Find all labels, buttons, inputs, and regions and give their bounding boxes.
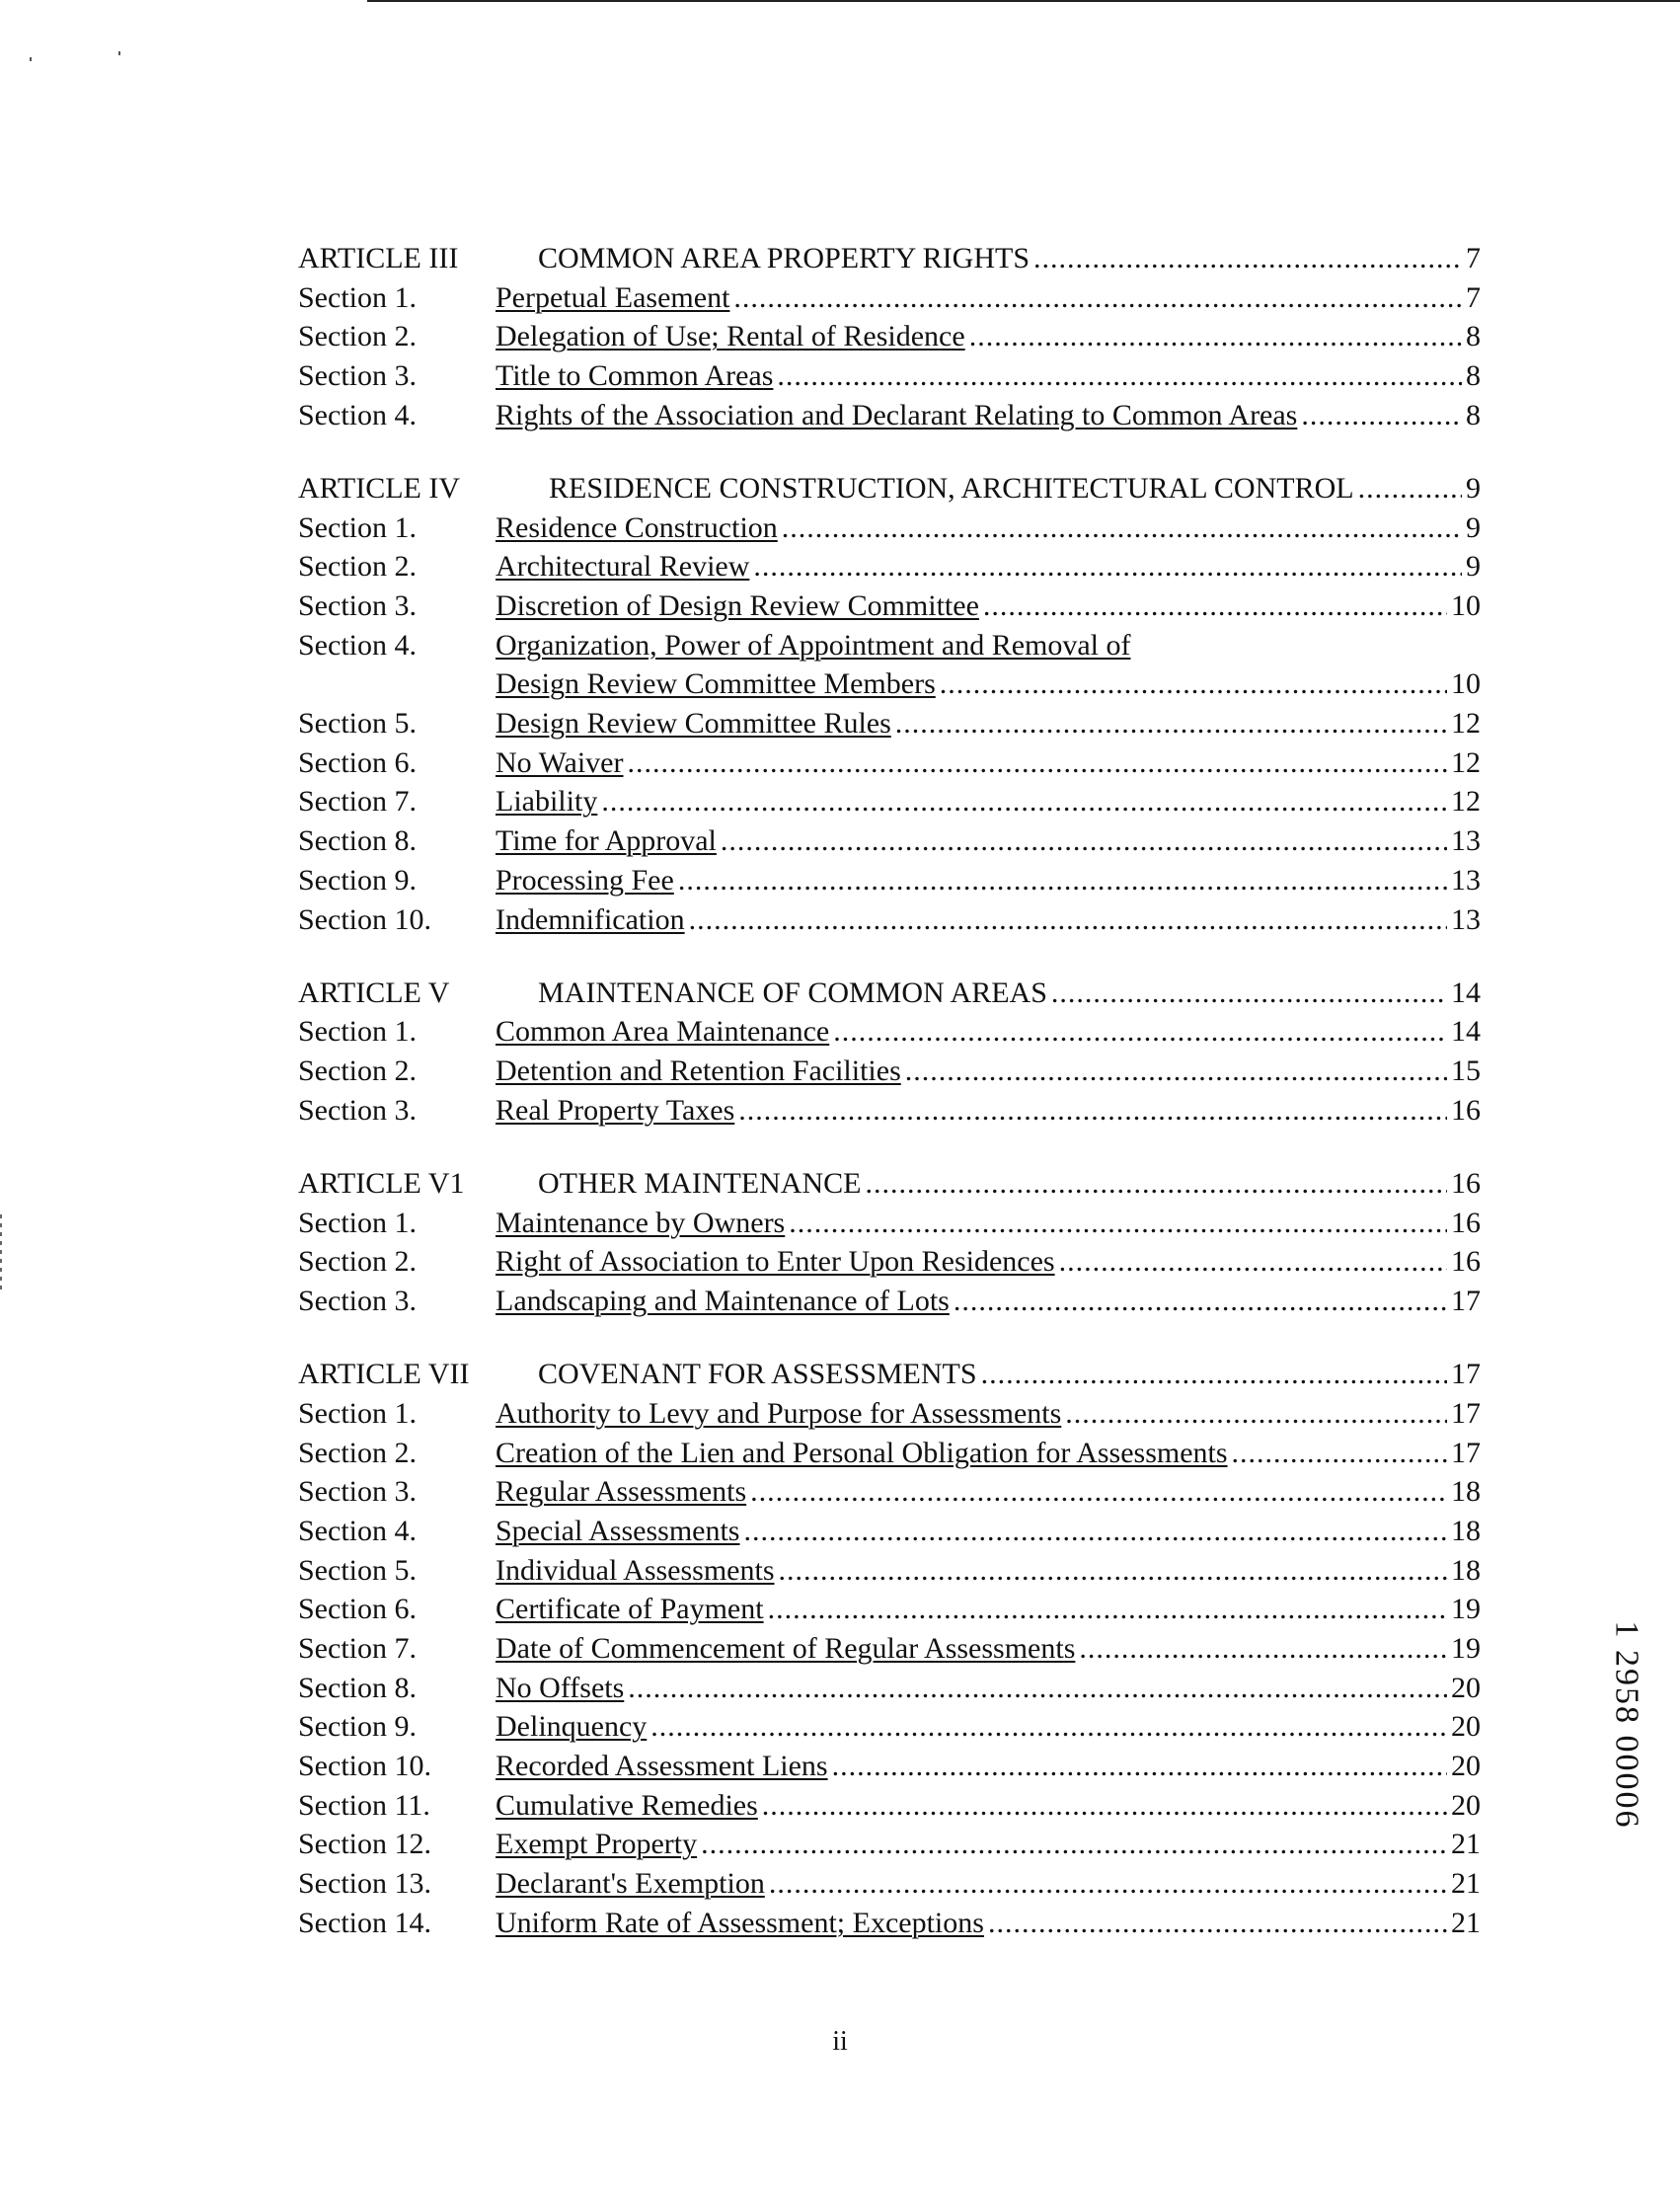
section-label: Section 4.	[298, 628, 417, 662]
section-label: Section 7.	[298, 1632, 417, 1665]
section-title: Uniform Rate of Assessment; Exceptions	[496, 1906, 984, 1939]
section-label: Section 9.	[298, 863, 417, 897]
section-entry	[496, 1012, 1481, 1052]
section-label: Section 4.	[298, 1514, 417, 1547]
section-label: Section 3.	[298, 589, 417, 622]
section-entry	[496, 1747, 1481, 1786]
article-heading	[298, 1164, 1481, 1204]
article-label: ARTICLE VII	[298, 1358, 470, 1391]
section-label: Section 3.	[298, 1475, 417, 1509]
section-entry	[496, 782, 1481, 821]
article-page-number: 7	[1466, 242, 1481, 274]
toc-section-row	[298, 396, 1481, 435]
dot-leader	[1059, 1242, 1447, 1282]
section-label: Section 6.	[298, 1593, 417, 1626]
article-entry	[549, 469, 1481, 508]
section-label: Section 1.	[298, 1015, 417, 1049]
section-entry	[496, 586, 1481, 626]
toc-section-row	[298, 743, 1481, 783]
section-entry	[496, 821, 1481, 861]
section-page-number: 9	[1466, 510, 1481, 544]
toc-section-row	[298, 626, 1481, 665]
section-entry	[496, 1512, 1481, 1551]
dot-leader	[782, 508, 1462, 548]
article-spacer	[298, 434, 1481, 469]
section-title: Design Review Committee Rules	[496, 707, 891, 741]
scan-speck	[118, 51, 120, 55]
section-entry	[496, 1472, 1481, 1512]
section-label: Section 5.	[298, 707, 417, 741]
section-title: Liability	[496, 785, 598, 819]
section-label: Section 4.	[298, 398, 417, 431]
toc-section-row	[298, 1012, 1481, 1052]
toc-section-row	[298, 1512, 1481, 1551]
margin-stamp	[1601, 1592, 1650, 1858]
section-title: Organization, Power of Appointment and Removal of	[496, 628, 1131, 662]
section-label: Section 2.	[298, 1245, 417, 1279]
section-title: Certificate of Payment	[496, 1593, 764, 1626]
margin-stamp-text: 1 2958 00006	[1608, 1620, 1644, 1830]
section-page-number: 17	[1451, 1396, 1481, 1430]
section-page-number: 21	[1451, 1906, 1481, 1939]
section-label: Section 14.	[298, 1906, 431, 1939]
section-title: Maintenance by Owners	[496, 1206, 786, 1239]
section-entry	[496, 1669, 1481, 1708]
section-label: Section 8.	[298, 1671, 417, 1704]
section-entry	[496, 704, 1481, 743]
dot-leader	[833, 1012, 1447, 1052]
section-label: Section 2.	[298, 1436, 417, 1469]
section-title: Processing Fee	[496, 863, 674, 897]
section-title: Cumulative Remedies	[496, 1788, 758, 1822]
section-entry	[496, 1864, 1481, 1904]
section-entry	[496, 743, 1481, 783]
article-heading	[298, 974, 1481, 1013]
dot-leader	[777, 356, 1462, 396]
toc-section-row	[298, 278, 1481, 318]
dot-leader	[988, 1904, 1447, 1943]
dot-leader	[940, 664, 1447, 704]
article-spacer	[298, 1321, 1481, 1356]
article-label: ARTICLE IV	[298, 471, 461, 505]
section-page-number: 16	[1451, 1245, 1481, 1279]
section-entry	[496, 1282, 1481, 1321]
dot-leader	[628, 743, 1448, 783]
section-label: Section 3.	[298, 359, 417, 393]
toc-section-row	[298, 1394, 1481, 1434]
toc-section-row	[298, 1590, 1481, 1629]
section-page-number: 13	[1451, 863, 1481, 897]
section-label: Section 2.	[298, 550, 417, 584]
section-entry	[496, 1434, 1481, 1473]
dot-leader	[762, 1786, 1447, 1826]
dot-leader	[1358, 469, 1462, 508]
toc-section-row	[298, 861, 1481, 900]
page-number: ii	[832, 2026, 848, 2057]
section-title: Date of Commencement of Regular Assessments	[496, 1632, 1076, 1665]
section-label: Section 1.	[298, 1396, 417, 1430]
dot-leader	[1051, 974, 1447, 1013]
section-page-number: 18	[1451, 1475, 1481, 1509]
section-label: Section 9.	[298, 1710, 417, 1744]
section-title: Special Assessments	[496, 1514, 740, 1547]
scan-speck	[30, 57, 32, 61]
toc-section-row	[298, 586, 1481, 626]
article-entry	[538, 239, 1481, 278]
section-page-number: 16	[1451, 1206, 1481, 1239]
section-label: Section 2.	[298, 1054, 417, 1088]
section-title: Creation of the Lien and Personal Obligation for Assessments	[496, 1436, 1228, 1469]
section-title: Detention and Retention Facilities	[496, 1054, 901, 1088]
section-title: Declarant's Exemption	[496, 1867, 765, 1901]
section-page-number: 18	[1451, 1553, 1481, 1587]
section-title: Delinquency	[496, 1710, 648, 1744]
section-label: Section 12.	[298, 1828, 431, 1861]
toc-section-row	[298, 547, 1481, 586]
section-page-number: 20	[1451, 1788, 1481, 1822]
section-title: Rights of the Association and Declarant Relating to Common Areas	[496, 398, 1298, 431]
section-label: Section 2.	[298, 320, 417, 353]
section-page-number: 18	[1451, 1514, 1481, 1547]
scan-margin-marks	[0, 1214, 2, 1293]
article-title: OTHER MAINTENANCE	[538, 1166, 862, 1200]
dot-leader	[789, 1204, 1447, 1243]
section-title: Real Property Taxes	[496, 1093, 735, 1127]
section-title: Time for Approval	[496, 824, 717, 858]
section-label: Section 11.	[298, 1788, 430, 1822]
section-entry	[496, 626, 1481, 665]
dot-leader	[832, 1747, 1447, 1786]
section-entry	[496, 547, 1481, 586]
section-page-number: 17	[1451, 1436, 1481, 1469]
dot-leader	[768, 1590, 1447, 1629]
section-title: Landscaping and Maintenance of Lots	[496, 1285, 950, 1317]
section-page-number: 19	[1451, 1632, 1481, 1665]
section-label: Section 1.	[298, 510, 417, 544]
article-title: COVENANT FOR ASSESSMENTS	[538, 1358, 977, 1391]
section-title: Regular Assessments	[496, 1475, 747, 1509]
article-spacer	[298, 1130, 1481, 1164]
section-entry	[496, 664, 1481, 704]
section-title: Architectural Review	[496, 550, 750, 584]
section-label: Section 13.	[298, 1867, 431, 1901]
dot-leader	[954, 1282, 1447, 1321]
section-page-number: 17	[1451, 1285, 1481, 1317]
article-entry	[538, 1355, 1481, 1394]
dot-leader	[701, 1825, 1447, 1864]
section-entry	[496, 861, 1481, 900]
section-page-number: 20	[1451, 1710, 1481, 1744]
toc-section-row	[298, 1091, 1481, 1131]
dot-leader	[969, 317, 1462, 356]
section-entry	[496, 1786, 1481, 1826]
toc-section-row	[298, 1747, 1481, 1786]
toc-section-row	[298, 317, 1481, 356]
article-page-number: 9	[1466, 471, 1481, 505]
section-title: No Waiver	[496, 745, 624, 779]
article-heading	[298, 239, 1481, 278]
dot-leader	[738, 1091, 1447, 1131]
dot-leader	[744, 1512, 1448, 1551]
section-page-number: 14	[1451, 1015, 1481, 1049]
section-page-number: 12	[1451, 707, 1481, 741]
section-title: Individual Assessments	[496, 1553, 775, 1587]
toc-section-row	[298, 1669, 1481, 1708]
article-page-number: 14	[1451, 976, 1481, 1009]
dot-leader	[1301, 396, 1462, 435]
section-entry	[496, 1825, 1481, 1864]
section-entry	[496, 1629, 1481, 1669]
section-page-number: 8	[1466, 359, 1481, 393]
section-label: Section 1.	[298, 1206, 417, 1239]
toc-section-row	[298, 900, 1481, 940]
dot-leader	[865, 1164, 1447, 1204]
section-title: Discretion of Design Review Committee	[496, 589, 979, 622]
toc-section-row	[298, 1825, 1481, 1864]
article-title: MAINTENANCE OF COMMON AREAS	[538, 976, 1047, 1009]
section-label: Section 8.	[298, 824, 417, 858]
section-page-number: 8	[1466, 398, 1481, 431]
toc-section-row	[298, 704, 1481, 743]
section-label: Section 6.	[298, 745, 417, 779]
section-page-number: 9	[1466, 550, 1481, 584]
section-page-number: 13	[1451, 824, 1481, 858]
section-title: Common Area Maintenance	[496, 1015, 830, 1049]
section-page-number: 7	[1466, 280, 1481, 314]
article-label: ARTICLE III	[298, 242, 459, 274]
section-entry	[496, 1904, 1481, 1943]
section-entry	[496, 900, 1481, 940]
section-page-number: 13	[1451, 902, 1481, 936]
toc-section-row	[298, 1551, 1481, 1591]
dot-leader	[1079, 1629, 1447, 1669]
dot-leader	[650, 1707, 1447, 1747]
dot-leader	[1033, 239, 1462, 278]
dot-leader	[753, 547, 1462, 586]
section-page-number: 15	[1451, 1054, 1481, 1088]
dot-leader	[750, 1472, 1447, 1512]
section-page-number: 20	[1451, 1750, 1481, 1783]
article-title: COMMON AREA PROPERTY RIGHTS	[538, 242, 1031, 274]
dot-leader	[678, 861, 1447, 900]
section-label: Section 5.	[298, 1553, 417, 1587]
dot-leader	[779, 1551, 1448, 1591]
dot-leader	[733, 278, 1462, 318]
section-entry	[496, 1091, 1481, 1131]
section-title: Right of Association to Enter Upon Residences	[496, 1245, 1055, 1279]
toc-section-row	[298, 1204, 1481, 1243]
dot-leader	[895, 704, 1447, 743]
section-title: Exempt Property	[496, 1828, 698, 1861]
toc-section-row	[298, 782, 1481, 821]
article-entry	[538, 974, 1481, 1013]
toc-section-continuation	[298, 664, 1481, 704]
section-entry	[496, 1204, 1481, 1243]
toc-section-row	[298, 356, 1481, 396]
top-border-line	[367, 0, 1680, 2]
dot-leader	[628, 1669, 1447, 1708]
toc-section-row	[298, 1472, 1481, 1512]
toc-section-row	[298, 1904, 1481, 1943]
section-title: Design Review Committee Members	[496, 667, 936, 701]
section-page-number: 21	[1451, 1828, 1481, 1861]
section-label: Section 1.	[298, 280, 417, 314]
toc-section-row	[298, 1707, 1481, 1747]
section-entry	[496, 1242, 1481, 1282]
article-title: RESIDENCE CONSTRUCTION, ARCHITECTURAL CONTROL	[549, 471, 1354, 505]
section-title: Title to Common Areas	[496, 359, 774, 393]
section-entry	[496, 1590, 1481, 1629]
section-page-number: 16	[1451, 1093, 1481, 1127]
toc-section-row	[298, 1629, 1481, 1669]
article-heading	[298, 1355, 1481, 1394]
article-heading	[298, 469, 1481, 508]
toc-section-row	[298, 508, 1481, 548]
section-label: Section 3.	[298, 1285, 417, 1317]
toc-section-row	[298, 1242, 1481, 1282]
section-title: Residence Construction	[496, 510, 778, 544]
section-entry	[496, 396, 1481, 435]
article-label: ARTICLE V1	[298, 1166, 465, 1200]
dot-leader	[905, 1052, 1447, 1091]
table-of-contents	[298, 239, 1481, 1943]
section-title: Delegation of Use; Rental of Residence	[496, 320, 965, 353]
dot-leader	[983, 586, 1447, 626]
dot-leader	[601, 782, 1447, 821]
section-title: Authority to Levy and Purpose for Assessments	[496, 1396, 1062, 1430]
section-entry	[496, 508, 1481, 548]
section-page-number: 20	[1451, 1671, 1481, 1704]
section-page-number: 21	[1451, 1867, 1481, 1901]
section-entry	[496, 1052, 1481, 1091]
section-entry	[496, 1551, 1481, 1591]
toc-section-row	[298, 1434, 1481, 1473]
article-label: ARTICLE V	[298, 976, 450, 1009]
toc-section-row	[298, 821, 1481, 861]
section-title: Recorded Assessment Liens	[496, 1750, 828, 1783]
dot-leader	[1232, 1434, 1447, 1473]
section-page-number: 10	[1451, 589, 1481, 622]
section-entry	[496, 1394, 1481, 1434]
section-entry	[496, 356, 1481, 396]
section-title: No Offsets	[496, 1671, 625, 1704]
toc-section-row	[298, 1864, 1481, 1904]
section-page-number: 12	[1451, 785, 1481, 819]
section-label: Section 7.	[298, 785, 417, 819]
section-entry	[496, 1707, 1481, 1747]
toc-section-row	[298, 1786, 1481, 1826]
section-page-number: 12	[1451, 745, 1481, 779]
dot-leader	[721, 821, 1447, 861]
toc-section-row	[298, 1282, 1481, 1321]
section-label: Section 3.	[298, 1093, 417, 1127]
section-page-number: 19	[1451, 1593, 1481, 1626]
article-entry	[538, 1164, 1481, 1204]
section-title: Perpetual Easement	[496, 280, 730, 314]
dot-leader	[769, 1864, 1447, 1904]
dot-leader	[689, 900, 1447, 940]
section-page-number: 8	[1466, 320, 1481, 353]
section-entry	[496, 317, 1481, 356]
article-page-number: 16	[1451, 1166, 1481, 1200]
section-page-number: 10	[1451, 667, 1481, 701]
section-entry	[496, 278, 1481, 318]
dot-leader	[981, 1355, 1447, 1394]
section-label: Section 10.	[298, 1750, 431, 1783]
article-page-number: 17	[1451, 1358, 1481, 1391]
dot-leader	[1065, 1394, 1447, 1434]
toc-section-row	[298, 1052, 1481, 1091]
section-label: Section 10.	[298, 902, 431, 936]
section-title: Indemnification	[496, 902, 685, 936]
article-spacer	[298, 939, 1481, 974]
